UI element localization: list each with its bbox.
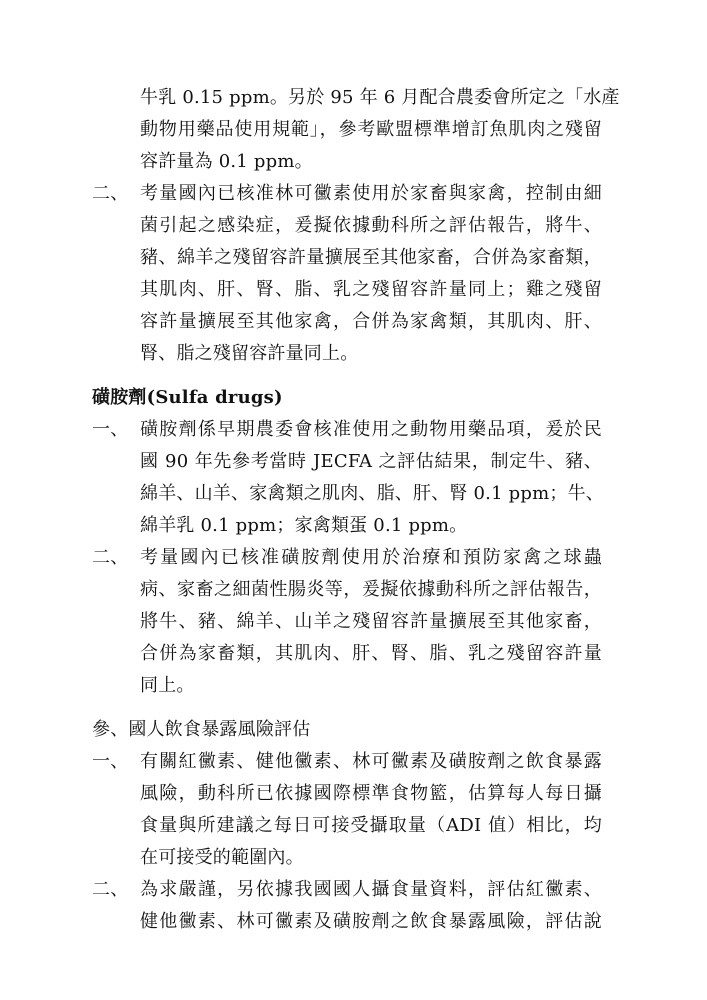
lincomycin-item2-line-5: 容許量擴展至其他家禽，合併為家禽類，其肌肉、肝、	[140, 311, 602, 332]
lincomycin-item2-line-2: 菌引起之感染症，爰擬依據動科所之評估報告，將牛、	[140, 215, 602, 236]
sulfa-item2-line-4: 合併為家畜類，其肌肉、肝、腎、脂、乳之殘留容許量	[140, 643, 602, 664]
lincomycin-item2-line-3: 豬、綿羊之殘留容許量擴展至其他家畜，合併為家畜類，	[140, 247, 602, 268]
continuation-line-1: 牛乳 0.15 ppm。另於 95 年 6 月配合農委會所定之「水產	[140, 87, 620, 108]
sulfa-item2-line-5: 同上。	[140, 675, 195, 696]
risk-item2-line-2: 健他黴素、林可黴素及磺胺劑之飲食暴露風險，評估說	[140, 911, 602, 932]
lincomycin-item2-line-6: 腎、脂之殘留容許量同上。	[140, 343, 359, 364]
risk-item1-line-3: 食量與所建議之每日可接受攝取量（ADI 值）相比，均	[140, 815, 602, 836]
lincomycin-item2-line-1: 考量國內已核准林可黴素使用於家畜與家禽，控制由細	[140, 183, 602, 204]
risk-item2-line-1: 為求嚴謹，另依據我國國人攝食量資料，評估紅黴素、	[140, 879, 602, 900]
lincomycin-item2-line-4: 其肌肉、肝、腎、脂、乳之殘留容許量同上；雞之殘留	[140, 279, 602, 300]
risk-item1-line-2: 風險，動科所已依據國際標準食物籃，估算每人每日攝	[140, 783, 602, 804]
sulfa-item2-line-2: 病、家畜之細菌性腸炎等，爰擬依據動科所之評估報告，	[140, 579, 602, 600]
sulfa-item2-line-3: 將牛、豬、綿羊、山羊之殘留容許量擴展至其他家畜，	[140, 611, 602, 632]
sulfa-section-heading: 磺胺劑(Sulfa drugs)	[92, 387, 283, 408]
continuation-line-2: 動物用藥品使用規範」，參考歐盟標準增訂魚肌肉之殘留	[140, 119, 602, 140]
risk-item2-marker: 二、	[92, 879, 129, 900]
lincomycin-item2-marker: 二、	[92, 183, 129, 204]
sulfa-item1-line-2: 國 90 年先參考當時 JECFA 之評估結果，制定牛、豬、	[140, 451, 602, 472]
risk-item1-line-4: 在可接受的範圍內。	[140, 847, 304, 868]
risk-section-heading: 參、國人飲食暴露風險評估	[92, 719, 311, 740]
continuation-line-3: 容許量為 0.1 ppm。	[140, 151, 313, 172]
sulfa-item2-marker: 二、	[92, 547, 129, 568]
sulfa-item1-line-1: 磺胺劑係早期農委會核准使用之動物用藥品項，爰於民	[140, 419, 602, 440]
risk-item1-marker: 一、	[92, 751, 129, 772]
risk-item1-line-1: 有關紅黴素、健他黴素、林可黴素及磺胺劑之飲食暴露	[140, 751, 602, 772]
sulfa-item1-marker: 一、	[92, 419, 129, 440]
sulfa-item1-line-4: 綿羊乳 0.1 ppm；家禽類蛋 0.1 ppm。	[140, 515, 468, 536]
sulfa-item2-line-1: 考量國內已核准磺胺劑使用於治療和預防家禽之球蟲	[140, 547, 602, 568]
sulfa-item1-line-3: 綿羊、山羊、家禽類之肌肉、脂、肝、腎 0.1 ppm；牛、	[140, 483, 604, 504]
